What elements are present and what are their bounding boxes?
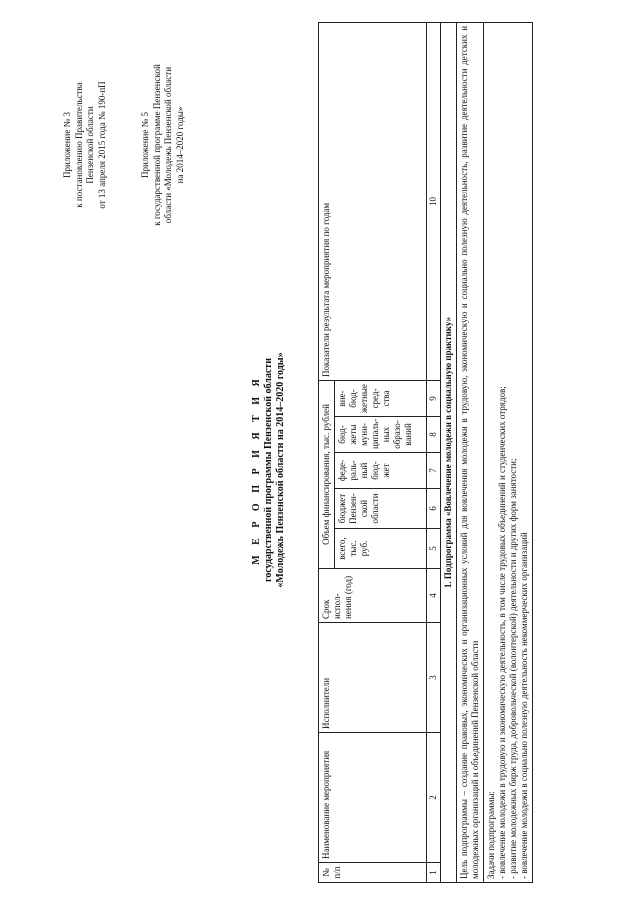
table-header-row (319, 22, 335, 882)
tasks-title: Задачи подпрограммы: (486, 791, 496, 879)
goal-row (457, 22, 484, 882)
appendix-3-date: от 13 апреля 2015 года № 190-пП (96, 81, 107, 209)
header-name: Наименование мероприятия (319, 733, 427, 863)
subprogram-tasks (484, 22, 533, 882)
column-number: 10 (427, 22, 441, 380)
appendix-3-block (62, 25, 108, 265)
title-program-name: «Молодежь Пензенской области на 2014–2020 годы» (275, 352, 286, 588)
subprogram-row (441, 22, 457, 882)
subprogram-title: 1. Подпрограмма «Вовлечение молодежи в социальную практику» (441, 22, 457, 882)
column-number: 2 (427, 733, 441, 863)
appendix-3-line: к постановлению Правительства (73, 82, 84, 208)
header-regional-budget: бюджет Пензен-ской области (335, 489, 427, 529)
header-num: № п/п (319, 863, 427, 883)
header-results: Показатели результата мероприятия по годам (319, 22, 427, 380)
header-federal-budget: феде-раль-ный бюд-жет (335, 453, 427, 489)
events-table (318, 22, 533, 883)
header-executors: Исполнители (319, 623, 427, 733)
appendix-5-line: к государственной программе Пензенской (151, 64, 162, 226)
task-item: - вовлечение молодежи в социально полезную деятельность некоммерческих организаций (519, 532, 529, 879)
column-number: 5 (427, 529, 441, 569)
task-item: - развитие молодежных бирж труда, добровольческой (волонтерской) деятельности и других форм занятости; (508, 458, 518, 879)
column-number: 3 (427, 623, 441, 733)
appendix-3-line: Пензенской области (85, 106, 95, 184)
column-number: 7 (427, 453, 441, 489)
column-number-row (427, 22, 441, 882)
header-term: Срок испол-нения (год) (319, 569, 427, 623)
column-number: 9 (427, 380, 441, 416)
column-number: 8 (427, 417, 441, 453)
appendix-5-line: на 2014–2020 годы» (174, 106, 185, 184)
header-funding: Объем финансирования, тыс. рублей (319, 380, 335, 568)
title-program: государственной программы Пензенской области (263, 358, 274, 582)
tasks-row (484, 22, 533, 882)
task-item: - вовлечение молодежи в трудовую и экономическую деятельность, в том числе трудовых объединений и студенческих отрядов; (497, 386, 507, 879)
column-number: 4 (427, 569, 441, 623)
header-extrabudget: вне-бюд-жетные сред-ства (335, 380, 427, 416)
document-title (250, 235, 287, 705)
appendix-5-number: Приложение № 5 (140, 112, 150, 178)
title-heading: М Е Р О П Р И Я Т И Я (251, 375, 262, 565)
column-number: 1 (427, 863, 441, 883)
header-total: всего, тыс. руб. (335, 529, 427, 569)
appendix-5-block (140, 25, 186, 265)
appendix-5-line: области «Молодежь Пензенской области (163, 66, 173, 224)
header-municipal-budget: бюд-жеты муни-ципаль-ных образо-ваний (335, 417, 427, 453)
column-number: 6 (427, 489, 441, 529)
subprogram-goal: Цель подпрограммы – создание правовых, экономических и организационных условий для вовлечения молодежи в трудовую, экономическую и социально полезную деятельность, развитие деятельности детских и молодежных организаций и объединений Пензенской области (457, 22, 484, 882)
appendix-3-number: Приложение № 3 (62, 112, 72, 178)
